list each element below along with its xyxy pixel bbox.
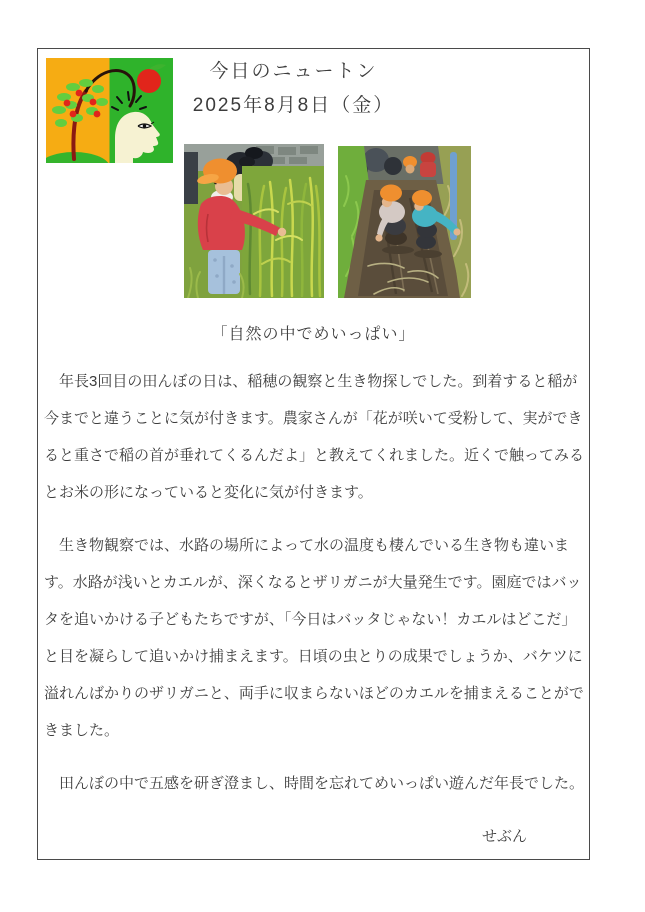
article-subtitle: 「自然の中でめいっぱい」 (211, 326, 416, 343)
paragraph-rice-observation: 年長3回目の田んぼの日は、稲穂の観察と生き物探しでした。到着すると稲が今までと違うことに気が付きます。農家さんが「花が咲いて受粉して、実ができると重さで稲の首が垂れてくるんだよ」と教えてくれました。近くで触ってみるとお米の形になっていると変化に気が付きます。 (44, 373, 585, 501)
page-title: 今日のニュートン (209, 61, 378, 82)
signature: せぶん (481, 828, 527, 845)
date-line: 2025年8月8日（金） (192, 95, 395, 116)
document-border-frame (37, 48, 590, 860)
rice-field-photo-graphic (184, 144, 324, 298)
photo-waterway-creature-hunt (338, 146, 471, 298)
waterway-photo-graphic (338, 146, 471, 298)
article-body (44, 363, 585, 855)
paragraph-closing: 田んぼの中で五感を研ぎ澄まし、時間を忘れてめいっぱい遊んだ年長でした。 (44, 775, 585, 792)
paragraph-creature-hunt: 生き物観察では、水路の場所によって水の温度も棲んでいる生き物も違います。水路が浅いとカエルが、深くなるとザリガニが大量発生です。園庭ではバッタを追いかける子どもたちですが、「今日はバッタじゃない！カエルはどこだ」と目を凝らして追いかけ捕まえます。日頃の虫とりの成果でしょうか、バケツに溢れんばかりのザリガニと、両手に収まらないほどのカエルを捕まえることができました。 (44, 537, 584, 739)
photo-rice-field-observation (184, 144, 324, 298)
header (38, 59, 589, 119)
